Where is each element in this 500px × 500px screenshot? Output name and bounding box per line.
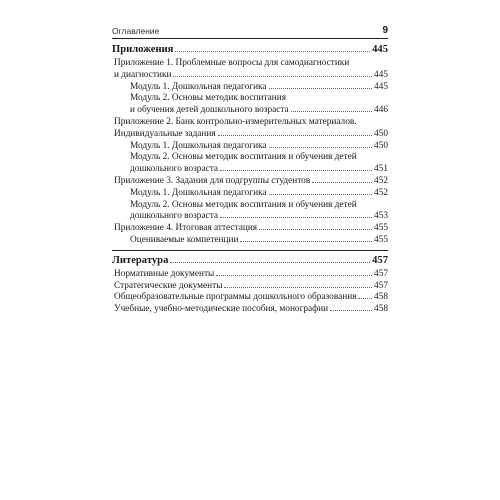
toc-entry-e8[interactable]	[112, 188, 388, 200]
toc-entry-text: Модуль 1. Дошкольная педагогика	[130, 140, 267, 151]
toc-entry-e2[interactable]	[112, 82, 388, 94]
toc-entry-text: Модуль 2. Основы методик воспитания и обучения детей	[130, 199, 357, 210]
toc-entry-e11[interactable]	[112, 235, 388, 247]
toc-entry-text: Учебные, учебно-методические пособия, монографии	[114, 304, 329, 315]
toc-entry-text: Стратегические документы	[114, 280, 223, 291]
toc-page-number: 450	[374, 140, 388, 151]
header-rule	[112, 38, 388, 39]
toc-entry-e5[interactable]	[112, 141, 388, 153]
toc-page-number: 445	[374, 81, 388, 92]
section-rule	[112, 250, 388, 251]
toc-entry-text: дошкольного возраста	[130, 211, 219, 222]
toc-entry-text: Модуль 1. Дошкольная педагогика	[130, 187, 267, 198]
toc-entry-text: Оцениваемые компетенции	[130, 234, 239, 245]
dot-leader	[269, 88, 373, 89]
toc-entry-text: Модуль 1. Дошкольная педагогика	[130, 81, 267, 92]
dot-leader	[291, 111, 372, 112]
toc-entry-e9[interactable]	[112, 200, 388, 224]
toc-entry-text: и диагностики	[114, 69, 172, 80]
toc-page-number: 458	[374, 292, 388, 303]
dot-leader	[269, 194, 373, 195]
toc-page-number: 458	[374, 304, 388, 315]
dot-leader	[220, 217, 372, 218]
dot-leader	[240, 241, 372, 242]
toc-section-s2[interactable]	[112, 254, 388, 267]
toc-entry-text: Литература	[112, 254, 169, 266]
dot-leader	[216, 275, 372, 276]
toc-entry-text: Общеобразовательные программы дошкольного образования	[114, 292, 357, 303]
table-of-contents	[112, 43, 388, 316]
page-number: 9	[382, 25, 388, 36]
toc-entry-text: Приложение 1. Проблемные вопросы для самодиагностики	[114, 58, 350, 68]
dot-leader	[330, 310, 372, 311]
toc-entry-text: и обучения детей дошкольного возраста	[130, 105, 289, 116]
toc-page-number: 455	[374, 234, 388, 245]
toc-page-number: 451	[374, 164, 388, 175]
toc-entry-text: Модуль 2. Основы методик воспитания и обучения детей	[130, 152, 357, 163]
dot-leader	[224, 287, 372, 288]
dot-leader	[269, 147, 373, 148]
toc-entry-text: Приложение 4. Итоговая аттестация	[114, 223, 258, 234]
dot-leader	[358, 298, 372, 299]
toc-page-number: 453	[374, 211, 388, 222]
toc-entry-text: Приложение 2. Банк контрольно-измерительных материалов.	[114, 116, 357, 127]
dot-leader	[259, 229, 372, 230]
dot-leader	[173, 76, 372, 77]
toc-entry-e14[interactable]	[112, 292, 388, 304]
dot-leader	[218, 135, 372, 136]
running-head-title: Оглавление	[112, 26, 160, 36]
toc-entry-e15[interactable]	[112, 304, 388, 316]
toc-entry-text: дошкольного возраста	[130, 164, 219, 175]
toc-page-number: 457	[374, 280, 388, 291]
toc-entry-text: Нормативные документы	[114, 268, 215, 279]
toc-entry-e6[interactable]	[112, 152, 388, 176]
toc-entry-e1[interactable]	[112, 58, 388, 82]
toc-entry-e12[interactable]	[112, 269, 388, 281]
toc-entry-e7[interactable]	[112, 176, 388, 188]
toc-entry-e10[interactable]	[112, 223, 388, 235]
toc-entry-e3[interactable]	[112, 93, 388, 117]
toc-page-number: 445	[374, 69, 388, 80]
toc-entry-text: Индивидуальные задания	[114, 128, 216, 139]
toc-page-number: 452	[374, 187, 388, 198]
toc-page-number: 457	[374, 268, 388, 279]
toc-page-number: 445	[372, 44, 388, 55]
toc-entry-e4[interactable]	[112, 117, 388, 141]
toc-page-number: 450	[374, 128, 388, 139]
toc-page-number: 446	[374, 105, 388, 116]
dot-leader	[312, 182, 372, 183]
dot-leader	[175, 51, 370, 52]
running-head	[112, 25, 388, 36]
dot-leader	[220, 170, 372, 171]
toc-page-number: 452	[374, 175, 388, 186]
toc-page-number: 457	[372, 254, 388, 266]
toc-entry-e13[interactable]	[112, 281, 388, 293]
toc-section-s1[interactable]	[112, 43, 388, 56]
toc-page-number: 455	[374, 223, 388, 234]
dot-leader	[170, 262, 370, 263]
toc-entry-text: Приложения	[112, 44, 174, 55]
toc-entry-text: Модуль 2. Основы методик воспитания	[130, 93, 286, 104]
toc-entry-text: Приложение 3. Задания для подгруппы студентов	[114, 175, 311, 186]
